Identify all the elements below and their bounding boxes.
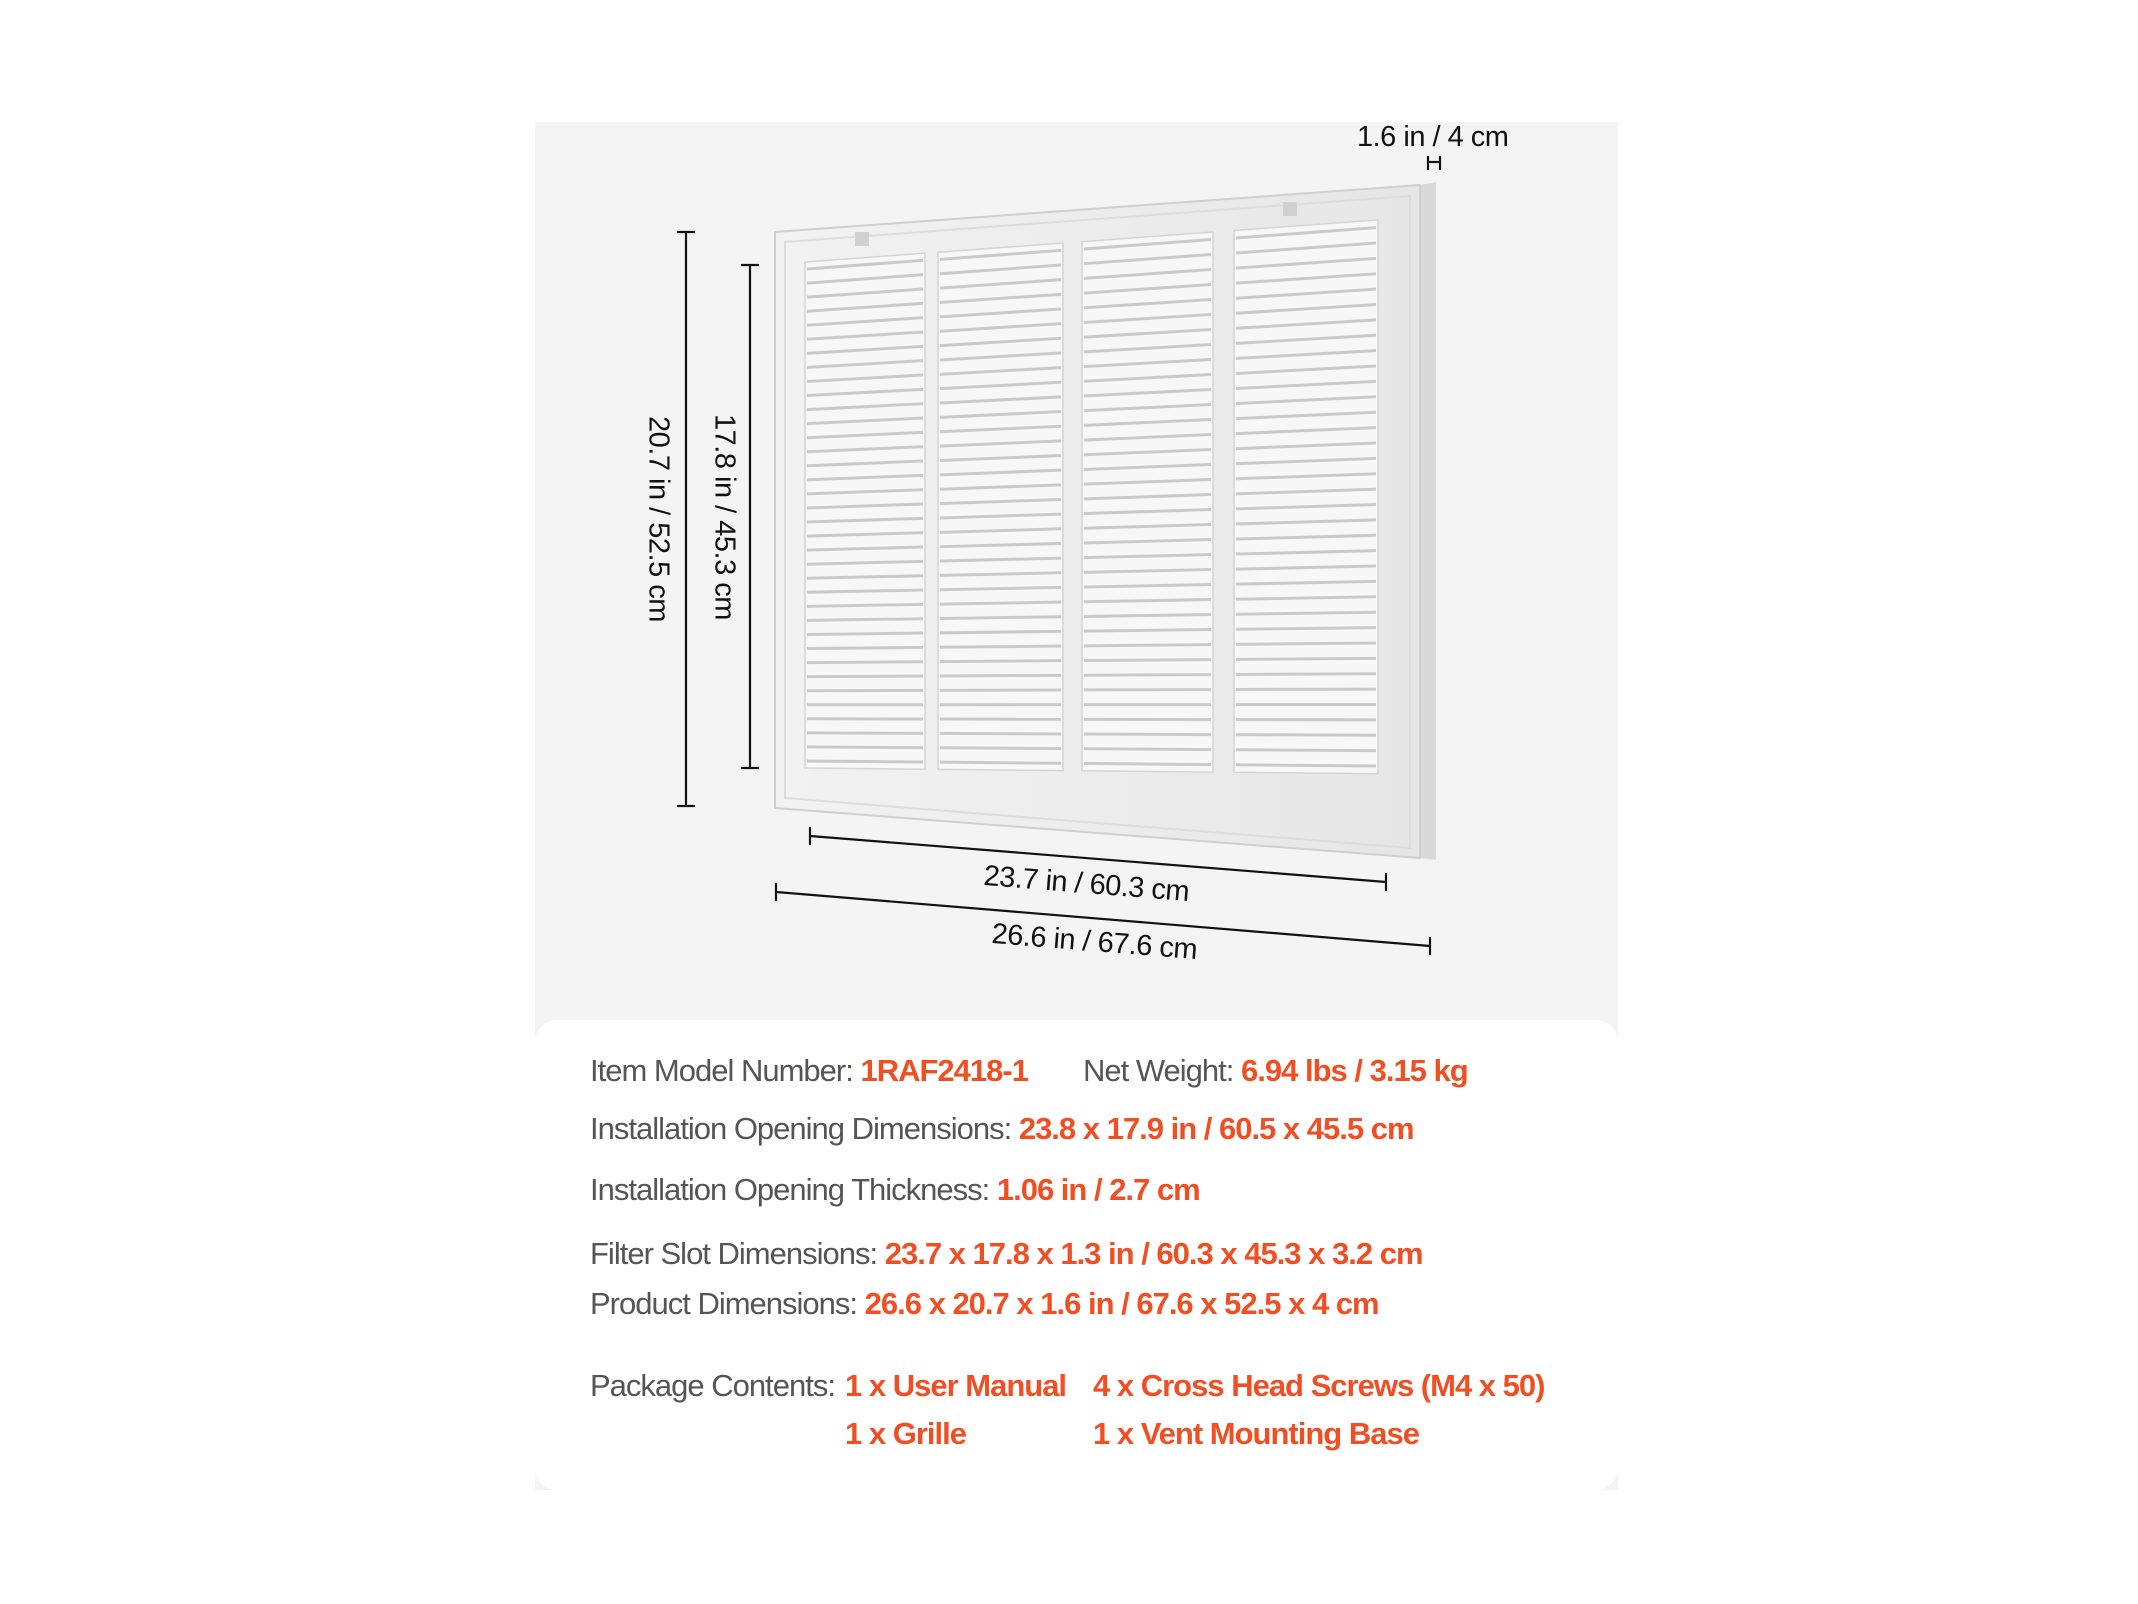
inner-height-label: 17.8 in / 45.3 cm — [708, 414, 741, 620]
package-item: 4 x Cross Head Screws (M4 x 50) — [1093, 1368, 1545, 1403]
clip-left — [855, 232, 869, 246]
model-value: 1RAF2418-1 — [860, 1053, 1028, 1088]
opening-thickness-label: Installation Opening Thickness: — [590, 1172, 990, 1207]
model-label: Item Model Number: — [590, 1053, 853, 1088]
package-item: 1 x Grille — [845, 1416, 966, 1451]
weight-label: Net Weight: — [1083, 1053, 1234, 1088]
package-item: 1 x User Manual — [845, 1368, 1067, 1403]
spec-product-dims — [590, 1286, 1379, 1322]
spec-model — [590, 1053, 1028, 1089]
spec-opening-thickness — [590, 1172, 1200, 1208]
filter-slot-value: 23.7 x 17.8 x 1.3 in / 60.3 x 45.3 x 3.2 cm — [884, 1236, 1423, 1271]
opening-dims-label: Installation Opening Dimensions: — [590, 1111, 1012, 1146]
product-dims-label: Product Dimensions: — [590, 1286, 858, 1321]
weight-value: 6.94 lbs / 3.15 kg — [1241, 1053, 1468, 1088]
opening-dims-value: 23.8 x 17.9 in / 60.5 x 45.5 cm — [1018, 1111, 1414, 1146]
outer-height-label: 20.7 in / 52.5 cm — [642, 416, 675, 622]
clip-right — [1283, 202, 1297, 216]
spec-weight — [1083, 1053, 1468, 1089]
depth-label: 1.6 in / 4 cm — [1357, 121, 1509, 153]
spec-opening-dims — [590, 1111, 1414, 1147]
package-item: 1 x Vent Mounting Base — [1093, 1416, 1419, 1451]
filter-slot-label: Filter Slot Dimensions: — [590, 1236, 878, 1271]
spec-filter-slot — [590, 1236, 1423, 1272]
louver-panels — [805, 220, 1378, 774]
grille-side — [1420, 182, 1436, 860]
opening-thickness-value: 1.06 in / 2.7 cm — [996, 1172, 1200, 1207]
package-label: Package Contents: — [590, 1368, 835, 1403]
product-dims-value: 26.6 x 20.7 x 1.6 in / 67.6 x 52.5 x 4 cm — [864, 1286, 1379, 1321]
outer-width-label: 26.6 in / 67.6 cm — [990, 918, 1199, 967]
inner-width-label: 23.7 in / 60.3 cm — [982, 860, 1191, 909]
